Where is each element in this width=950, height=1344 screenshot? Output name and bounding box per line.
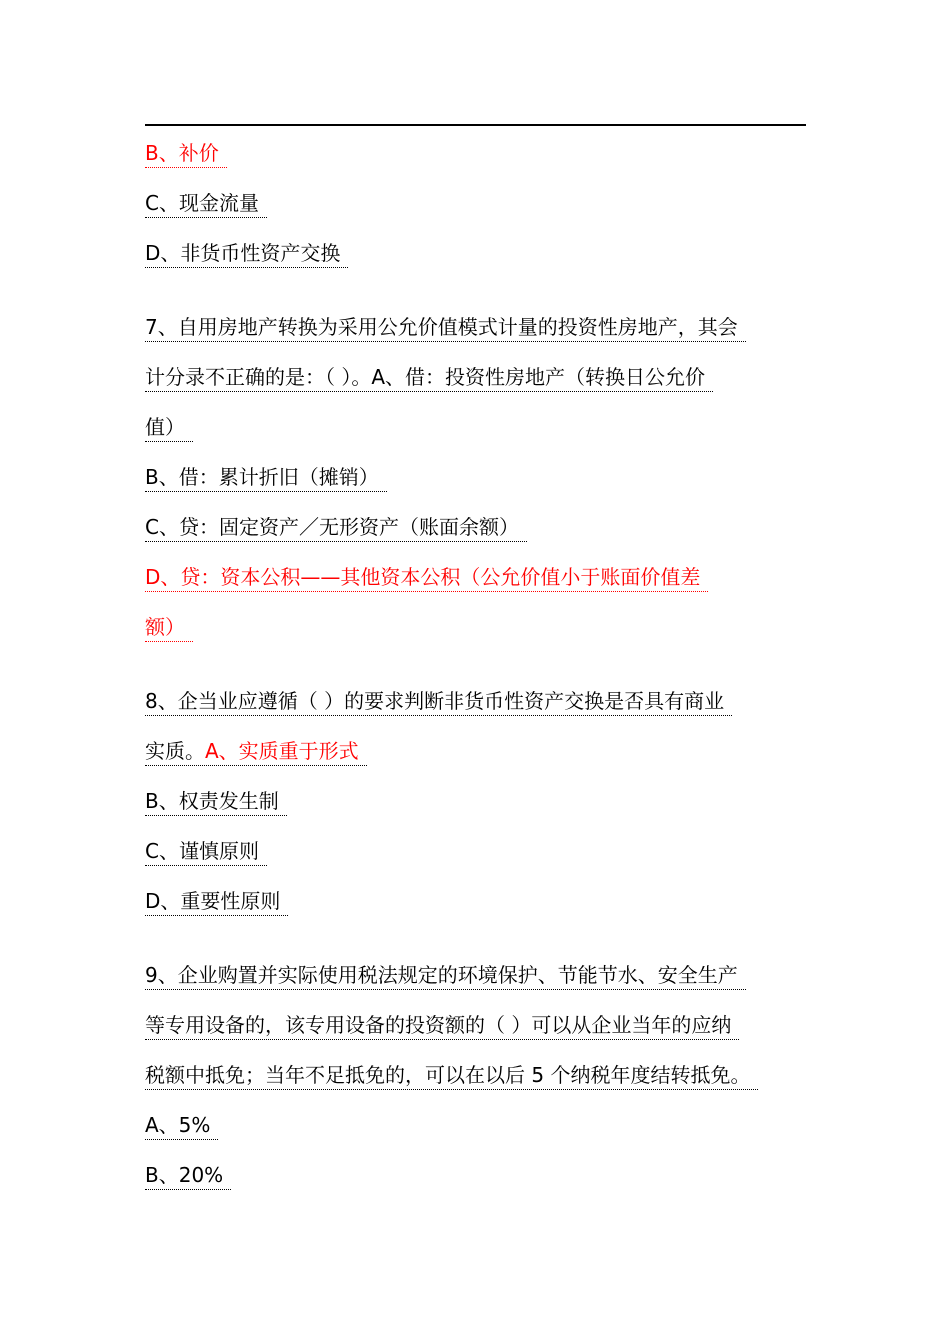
question-9-line-3 [145,1054,817,1104]
answer-text: A、实质重于形式 [205,739,359,763]
option-a-q9 [145,1104,817,1154]
question-7-line-2 [145,356,817,406]
answer-text: B、补价 [145,141,227,168]
question-7-line-1 [145,306,817,356]
option-b-q6 [145,132,817,182]
spacer [145,282,817,306]
option-text: D、非货币性资产交换 [145,241,348,268]
option-text: C、贷：固定资产／无形资产（账面余额） [145,515,527,542]
option-text: A、5% [145,1113,218,1140]
option-d-q7-line-2 [145,606,817,656]
question-text: 值） [145,415,193,442]
question-7-line-3 [145,406,817,456]
option-d-q6 [145,232,817,282]
question-8-answer-line [145,739,367,766]
option-b-q7 [145,456,817,506]
spacer [145,656,817,680]
question-text: 7、自用房地产转换为采用公允价值模式计量的投资性房地产，其会 [145,315,746,342]
option-text: B、借：累计折旧（摊销） [145,465,387,492]
question-text: 8、企当业应遵循（ ）的要求判断非货币性资产交换是否具有商业 [145,689,732,716]
option-b-q8 [145,780,817,830]
option-b-q9 [145,1154,817,1204]
option-text: B、20% [145,1163,231,1190]
option-d-q7-line-1 [145,556,817,606]
question-9-line-2 [145,1004,817,1054]
option-d-q8 [145,880,817,930]
question-text: 等专用设备的，该专用设备的投资额的（ ）可以从企业当年的应纳 [145,1013,739,1040]
option-c-q8 [145,830,817,880]
question-9-line-1 [145,954,817,1004]
option-text: B、权责发生制 [145,789,287,816]
document-body [145,132,817,1204]
option-c-q7 [145,506,817,556]
option-c-q6 [145,182,817,232]
option-text: C、谨慎原则 [145,839,267,866]
question-8-line-1 [145,680,817,730]
question-text: 计分录不正确的是：（ ）。A、借：投资性房地产（转换日公允价 [145,365,713,392]
answer-text: 额） [145,615,193,642]
spacer [145,930,817,954]
question-text: 9、企业购置并实际使用税法规定的环境保护、节能节水、安全生产 [145,963,746,990]
answer-text: D、贷：资本公积——其他资本公积（公允价值小于账面价值差 [145,565,708,592]
question-text: 税额中抵免；当年不足抵免的，可以在以后 5 个纳税年度结转抵免。 [145,1063,758,1090]
question-8-line-2 [145,730,817,780]
option-text: C、现金流量 [145,191,267,218]
question-text: 实质。 [145,739,205,763]
option-text: D、重要性原则 [145,889,288,916]
header-rule [145,124,806,126]
